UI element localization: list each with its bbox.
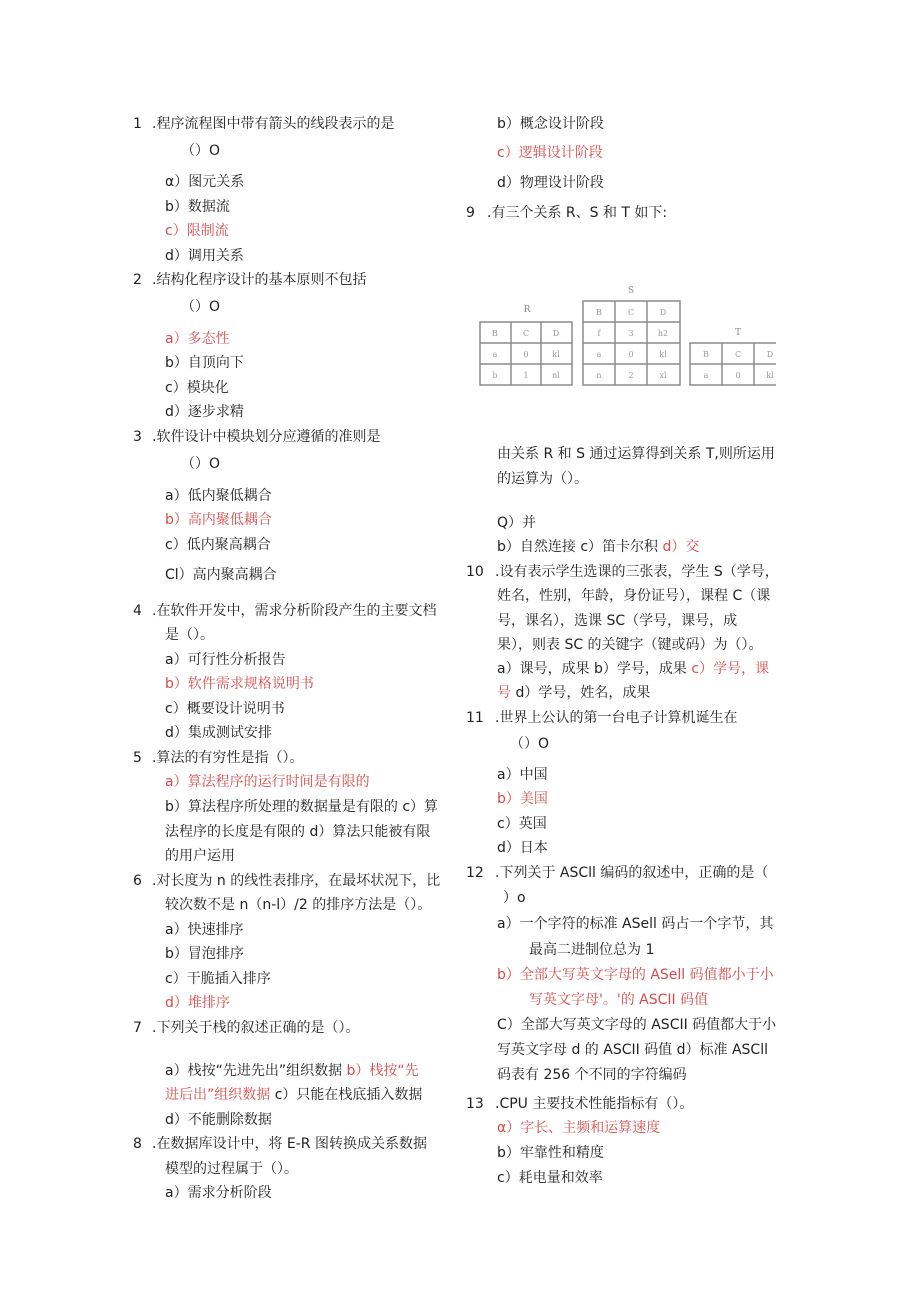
- q13-option-c: c）耗电量和效率: [497, 1170, 603, 1186]
- q8-option-c-correct: c）逻辑设计阶段: [497, 145, 603, 161]
- q1-option-c-correct: c）限制流: [165, 223, 229, 239]
- table-r-cell: 1: [523, 371, 529, 380]
- q5-options-line3: 的用户运用: [165, 848, 235, 864]
- q5-options-line2: 法程序的长度是有限的 d）算法只能被有限: [165, 824, 431, 840]
- q3-option-d: Cl）高内聚高耦合: [165, 567, 277, 583]
- q11-stem: .世界上公认的第一台电子计算机诞生在: [495, 710, 738, 726]
- q12-stem: .下列关于 ASCll 编码的叙述中，正确的是（: [495, 865, 769, 881]
- q4-number: 4: [133, 603, 142, 619]
- q7-options-line2: [165, 1085, 422, 1105]
- q12-option-c-line2: 写英文字母 d 的 ASCII 码值 d）标准 ASCll: [497, 1042, 768, 1058]
- table-t-cell: kl: [766, 371, 774, 380]
- q13-option-b: b）牢靠性和精度: [497, 1145, 604, 1161]
- table-t: [690, 328, 776, 385]
- q10-stem-line2: 姓名，性别，年龄，身份证号），课程 C（课: [497, 588, 771, 604]
- q5-number: 5: [133, 750, 142, 766]
- q7-option-c: c）只能在栈底插入数据: [270, 1087, 423, 1103]
- q7-option-d: d）不能删除数据: [165, 1112, 272, 1128]
- table-r-cell: a: [492, 350, 498, 359]
- table-r-cell: nl: [552, 371, 560, 380]
- q10-option-c-correct-part2: 号: [497, 685, 511, 701]
- table-s-cell: h2: [657, 329, 669, 338]
- q4-option-d: d）集成测试安排: [165, 725, 272, 741]
- q3-stem: .软件设计中模块划分应遵循的准则是: [152, 429, 381, 445]
- table-s-header-c: C: [627, 308, 635, 317]
- table-r-header-c: C: [522, 329, 530, 338]
- q12-option-b-correct-line1: b）全部大写英文字母的 ASell 码值都小于小: [497, 967, 774, 983]
- table-t-cell: a: [703, 371, 709, 380]
- q9-options-line2: [497, 537, 699, 557]
- q10-options-line2: [497, 683, 650, 703]
- table-r-header-d: D: [552, 329, 560, 338]
- q7-option-b-correct-part1: b）栈按“先: [346, 1063, 419, 1079]
- table-s-title: S: [627, 286, 635, 296]
- q10-stem-line1: .设有表示学生选课的三张表，学生 S（学号，: [495, 564, 779, 580]
- q12-option-a-line1: a）一个字符的标准 ASell 码占一个字节，其: [497, 916, 774, 932]
- table-s-cell: 0: [628, 350, 634, 359]
- table-r-header-b: B: [492, 329, 498, 338]
- q11-option-a: a）中国: [497, 767, 548, 783]
- q7-option-b-correct-part2: 进后出”组织数据: [165, 1087, 271, 1103]
- q10-option-a-b: a）课号，成果 b）学号，成果: [497, 661, 692, 677]
- table-s-cell: 2: [628, 371, 634, 380]
- q4-option-b-correct: b）软件需求规格说明书: [165, 676, 314, 692]
- q10-options-line1: [497, 659, 769, 679]
- q6-stem-line2: 较次数不是 n（n-l）/2 的排序方法是（）。: [165, 897, 432, 913]
- relations-figure: [476, 280, 776, 390]
- q9-text-line1: 由关系 R 和 S 通过运算得到关系 T,则所运用: [497, 446, 775, 462]
- q10-option-c-correct-part1: c）学号，课: [691, 661, 770, 677]
- q12-number: 12: [466, 865, 484, 881]
- table-s-cell: f: [597, 329, 601, 338]
- q11-option-b-correct: b）美国: [497, 791, 548, 807]
- q9-option-d-correct: d）交: [662, 539, 700, 555]
- q11-option-d: d）日本: [497, 840, 548, 856]
- q9-stem: .有三个关系 R、S 和 T 如下:: [487, 205, 668, 221]
- q13-option-a-correct: α）字长、主频和运算速度: [497, 1120, 661, 1136]
- q2-stem: .结构化程序设计的基本原则不包括: [152, 272, 367, 288]
- q10-stem-line3: 号，课名），选课 SC（学号，课号，成: [497, 613, 738, 629]
- q2-option-c: c）模块化: [165, 380, 229, 396]
- q7-options-line1: [165, 1061, 419, 1081]
- q2-option-a-correct: a）多态性: [165, 331, 230, 347]
- q11-answer-blank: （）O: [510, 736, 550, 752]
- q2-option-b: b）自顶向下: [165, 355, 244, 371]
- q1-option-b: b）数据流: [165, 199, 230, 215]
- table-s-cell: a: [596, 350, 602, 359]
- q9-number: 9: [466, 205, 475, 221]
- q1-answer-blank: （）O: [181, 143, 221, 159]
- q9-option-a: Q）并: [497, 515, 537, 531]
- q6-number: 6: [133, 873, 142, 889]
- table-s-cell: kl: [659, 350, 667, 359]
- table-r-title: R: [523, 305, 531, 315]
- q6-option-d-correct: d）堆排序: [165, 995, 230, 1011]
- q1-option-d: d）调用关系: [165, 248, 244, 264]
- q4-stem-line1: .在软件开发中，需求分析阶段产生的主要文档: [152, 603, 437, 619]
- table-s-cell: 3: [628, 329, 634, 338]
- q8-stem-line1: .在数据库设计中，将 E-R 图转换成关系数据: [152, 1136, 427, 1152]
- q6-option-a: a）快速排序: [165, 922, 244, 938]
- q2-option-d: d）逐步求精: [165, 404, 244, 420]
- q4-option-c: c）概要设计说明书: [165, 701, 285, 717]
- table-r-cell: b: [492, 371, 498, 380]
- q8-option-a: a）需求分析阶段: [165, 1185, 272, 1201]
- table-t-cell: 0: [735, 371, 741, 380]
- q1-option-a: α）图元关系: [165, 174, 245, 190]
- table-t-header-c: C: [734, 350, 742, 359]
- q3-number: 3: [133, 429, 142, 445]
- q4-option-a: a）可行性分析报告: [165, 652, 286, 668]
- table-r-cell: kl: [552, 350, 560, 359]
- q1-stem: .程序流程图中带有箭头的线段表示的是: [152, 116, 395, 132]
- q13-stem: .CPU 主要技术性能指标有（）。: [495, 1096, 694, 1112]
- q10-stem-line4: 果），则表 SC 的关键字（键或码）为（）。: [497, 637, 763, 653]
- table-r-cell: 0: [523, 350, 529, 359]
- q6-option-c: c）干脆插入排序: [165, 971, 271, 987]
- q9-option-b-c: b）自然连接 c）笛卡尔积: [497, 539, 663, 555]
- q3-answer-blank: （）O: [181, 456, 221, 472]
- table-t-header-d: D: [766, 350, 774, 359]
- q7-stem: .下列关于栈的叙述正确的是（）。: [152, 1020, 360, 1036]
- q8-stem-line2: 模型的过程属于（）。: [165, 1161, 298, 1177]
- table-s-cell: n: [596, 371, 602, 380]
- q7-number: 7: [133, 1020, 142, 1036]
- q12-option-d-line: 码表有 256 个不同的字符编码: [497, 1067, 687, 1083]
- q5-option-a-correct: a）算法程序的运行时间是有限的: [165, 774, 370, 790]
- q9-text-line2: 的运算为（）。: [497, 471, 588, 487]
- q12-stem-line2: ）o: [503, 890, 526, 906]
- q13-number: 13: [466, 1096, 484, 1112]
- q2-answer-blank: （）O: [181, 299, 221, 315]
- q12-option-b-correct-line2: 写英文字母'。'的 ASCII 码值: [529, 992, 709, 1008]
- q5-stem: .算法的有穷性是指（）。: [152, 750, 304, 766]
- q10-number: 10: [466, 564, 484, 580]
- table-s-header-b: B: [596, 308, 602, 317]
- table-s: [583, 286, 680, 385]
- q3-option-a: a）低内聚低耦合: [165, 488, 272, 504]
- q12-option-a-line2: 最高二进制位总为 1: [529, 942, 655, 958]
- q6-option-b: b）冒泡排序: [165, 946, 244, 962]
- q8-option-d: d）物理设计阶段: [497, 175, 604, 191]
- q7-option-a: a）栈按“先进先出”组织数据: [165, 1063, 347, 1079]
- q3-option-c: c）低内聚高耦合: [165, 537, 271, 553]
- q11-option-c: c）英国: [497, 816, 547, 832]
- q8-option-b: b）概念设计阶段: [497, 116, 604, 132]
- q10-option-d: d）学号，姓名，成果: [511, 685, 651, 701]
- q2-number: 2: [133, 272, 142, 288]
- q8-number: 8: [133, 1136, 142, 1152]
- table-s-cell: xl: [659, 371, 667, 380]
- q6-stem-line1: .对长度为 n 的线性表排序，在最坏状况下，比: [152, 873, 441, 889]
- q1-number: 1: [133, 116, 142, 132]
- q5-options-line1: b）算法程序所处理的数据量是有限的 c）算: [165, 799, 439, 815]
- q11-number: 11: [466, 710, 484, 726]
- table-t-title: T: [734, 328, 742, 338]
- table-t-header-b: B: [703, 350, 709, 359]
- q3-option-b-correct: b）高内聚低耦合: [165, 512, 272, 528]
- table-s-header-d: D: [659, 308, 667, 317]
- table-r: [480, 305, 572, 385]
- q4-stem-line2: 是（）。: [165, 627, 214, 643]
- q12-option-c-line1: C）全部大写英文字母的 ASCII 码值都大于小: [497, 1017, 777, 1033]
